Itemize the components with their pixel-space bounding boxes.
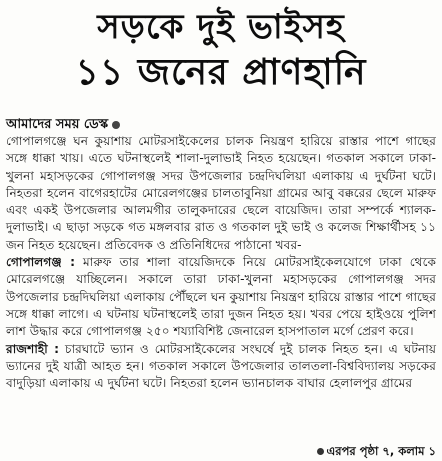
section-rajshahi-lead: রাজশাহী : [6, 341, 60, 356]
headline-line-1: সড়কে দুই ভাইসহ [97, 7, 345, 47]
continued-note [313, 443, 437, 459]
article-body [0, 133, 442, 392]
bullet-icon [112, 121, 120, 129]
intro-paragraph: গোপালগঞ্জে ঘন কুয়াশায় মোটরসাইকেলের চালক নিয়ন্ত্রণ হারিয়ে রাস্তার পাশে গাছের সঙ্গে ধাক্কা খায়। এতে ঘটনাস্থলেই শালা-দুলাভাই নিহত হয়েছেন। গতকাল সকালে ঢাকা-খুলনা মহাসড়কের গোপালগঞ্জ সদর উপজেলার চন্দ্রদিঘলিয়া এলাকায় এ দুর্ঘটনা ঘটে। নিহতরা হলেন বাগেরহাটের মোরেলগঞ্জের চালতাবুনিয়া গ্রামের আবু বক্করের ছেলে মারুফ এবং একই উপজেলার আলমগীর তালুকদারের ছেলে বায়েজিদ। তারা সম্পর্কে শ্যালক-দুলাভাই। এ ছাড়া সড়কে গত মঙ্গলবার রাত ও গতকাল দুই ভাই ও কলেজ শিক্ষার্থীসহ ১১ জন নিহত হয়েছেন। প্রতিবেদক ও প্রতিনিধিদের পাঠানো খবর- [6, 134, 436, 252]
bullet-icon [317, 448, 324, 455]
headline-line-2: ১১ জনের প্রাণহানি [75, 52, 367, 93]
section-rajshahi [6, 341, 436, 393]
byline-text: আমাদের সময় ডেস্ক [6, 117, 109, 132]
continued-text: এরপর পৃষ্ঠা ৭, কলাম ১ [326, 444, 436, 458]
section-gopalganj-text: মারুফ তার শালা বায়েজিদকে নিয়ে মোটরসাইকেলযোগে ঢাকা থেকে মোরেলগঞ্জে যাচ্ছিলেন। সকালে তারা ঢাকা-খুলনা মহাসড়কের গোপালগঞ্জ সদর উপজেলার চন্দ্রদিঘলিয়া এলাকায় পৌঁছলে ঘন কুয়াশায় নিয়ন্ত্রণ হারিয়ে রাস্তার পাশে গাছের সঙ্গে ধাক্কা লাগে। এ ঘটনায় ঘটনাস্থলেই তারা দুজন নিহত হয়। খবর পেয়ে হাইওয়ে পুলিশ লাশ উদ্ধার করে গোপালগঞ্জ ২৫০ শয্যাবিশিষ্ট জেনারেল হাসপাতাল মর্গে প্রেরণ করে। [6, 255, 436, 339]
section-rajshahi-text: চারঘাটে ভ্যান ও মোটরসাইকেলের সংঘর্ষে দুই চালক নিহত হন। এ ঘটনায় ভ্যানের দুই যাত্রী আহত হন। গতকাল সকালে উপজেলার তালতলা-বিশ্ববিদ্যালয় সড়কের বাদুড়িয়া এলাকায় এ দুর্ঘটনা ঘটে। নিহতরা হলেন ভ্যানচালক বাঘার হেলালপুর গ্রামের [6, 341, 436, 391]
section-gopalganj [6, 254, 436, 340]
byline [0, 116, 442, 133]
section-gopalganj-lead: গোপালগঞ্জ : [6, 255, 76, 270]
